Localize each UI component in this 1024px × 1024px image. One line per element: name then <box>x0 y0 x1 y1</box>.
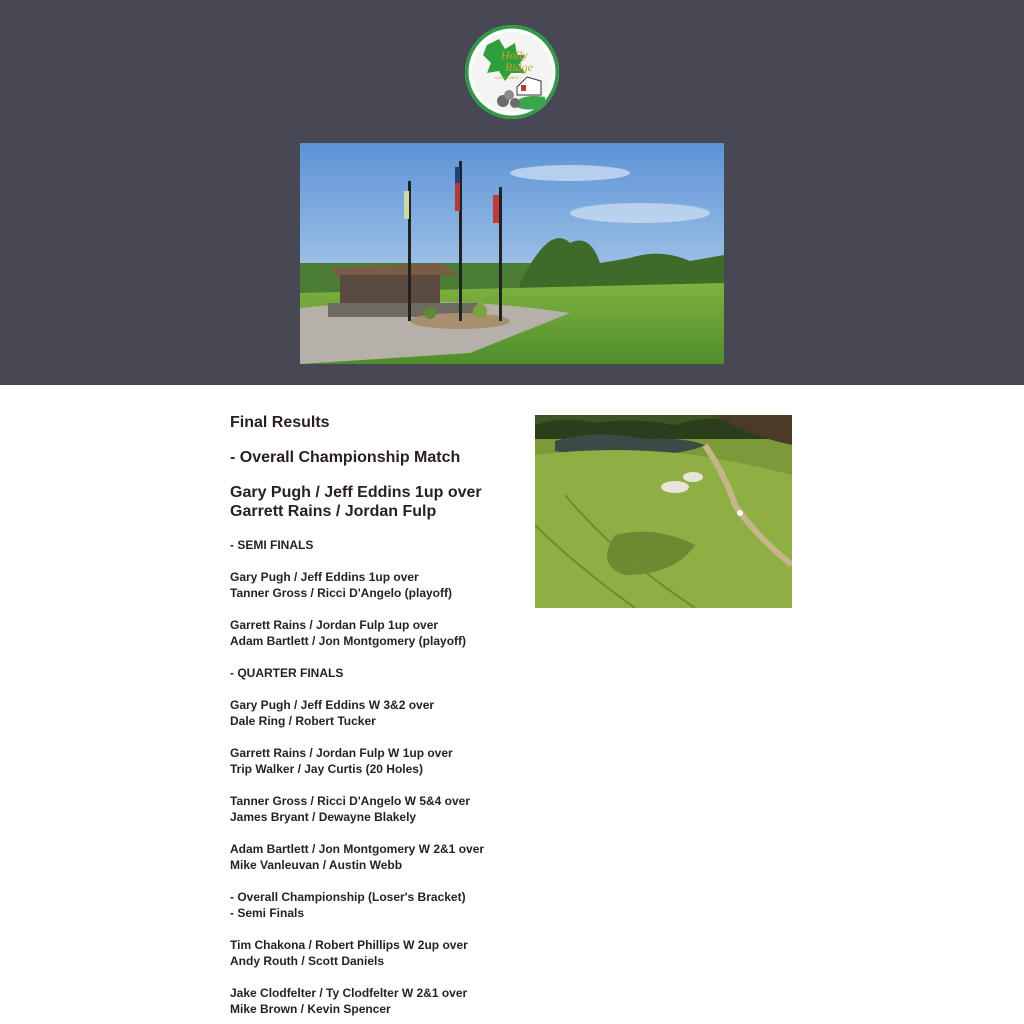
quarter-4-line-2: Mike Vanleuvan / Austin Webb <box>230 858 403 872</box>
results-title: Final Results <box>230 414 330 431</box>
final-line-1: Gary Pugh / Jeff Eddins 1up over <box>230 484 482 501</box>
semi-result <box>230 617 510 649</box>
quarter-result <box>230 793 510 825</box>
semi-result <box>230 569 510 601</box>
semi-2-line-2: Adam Bartlett / Jon Montgomery (playoff) <box>230 634 467 648</box>
quarter-2-line-2: Trip Walker / Jay Curtis (20 Holes) <box>230 762 423 776</box>
logo-text-1: Holly <box>501 48 528 62</box>
quarter-1-line-1: Gary Pugh / Jeff Eddins W 3&2 over <box>230 698 435 712</box>
quarter-result <box>230 841 510 873</box>
quarter-3-line-1: Tanner Gross / Ricci D'Angelo W 5&4 over <box>230 794 471 808</box>
losers-result <box>230 985 510 1017</box>
semi-1-line-1: Gary Pugh / Jeff Eddins 1up over <box>230 570 419 584</box>
losers-heading-1: - Overall Championship (Loser's Bracket) <box>230 890 466 904</box>
aerial-golf-green-photo <box>535 415 792 608</box>
holly-ridge-logo[interactable] <box>465 25 559 119</box>
losers-1-line-2: Andy Routh / Scott Daniels <box>230 954 385 968</box>
logo-tagline: GOLF LINKS <box>495 75 519 80</box>
results-section <box>230 413 510 1017</box>
aerial-photo <box>535 415 792 608</box>
logo-text-2: Ridge <box>505 60 533 74</box>
losers-2-line-2: Mike Brown / Kevin Spencer <box>230 1002 391 1016</box>
championship-heading: - Overall Championship Match <box>230 449 461 466</box>
hero-photo <box>300 143 724 364</box>
quarter-result <box>230 697 510 729</box>
semi-2-line-1: Garrett Rains / Jordan Fulp 1up over <box>230 618 439 632</box>
losers-2-line-1: Jake Clodfelter / Ty Clodfelter W 2&1 over <box>230 986 468 1000</box>
final-result <box>230 483 510 521</box>
quarter-finals-heading: - QUARTER FINALS <box>230 666 344 680</box>
clubhouse-flagpoles-photo <box>300 143 724 364</box>
losers-1-line-1: Tim Chakona / Robert Phillips W 2up over <box>230 938 468 952</box>
losers-bracket-heading <box>230 889 510 921</box>
logo-graphic <box>465 25 559 119</box>
quarter-3-line-2: James Bryant / Dewayne Blakely <box>230 810 417 824</box>
semi-finals-heading: - SEMI FINALS <box>230 538 314 552</box>
semi-1-line-2: Tanner Gross / Ricci D'Angelo (playoff) <box>230 586 452 600</box>
losers-heading-2: - Semi Finals <box>230 906 305 920</box>
losers-result <box>230 937 510 969</box>
quarter-result <box>230 745 510 777</box>
quarter-2-line-1: Garrett Rains / Jordan Fulp W 1up over <box>230 746 453 760</box>
quarter-1-line-2: Dale Ring / Robert Tucker <box>230 714 376 728</box>
quarter-4-line-1: Adam Bartlett / Jon Montgomery W 2&1 over <box>230 842 485 856</box>
final-line-2: Garrett Rains / Jordan Fulp <box>230 503 437 520</box>
